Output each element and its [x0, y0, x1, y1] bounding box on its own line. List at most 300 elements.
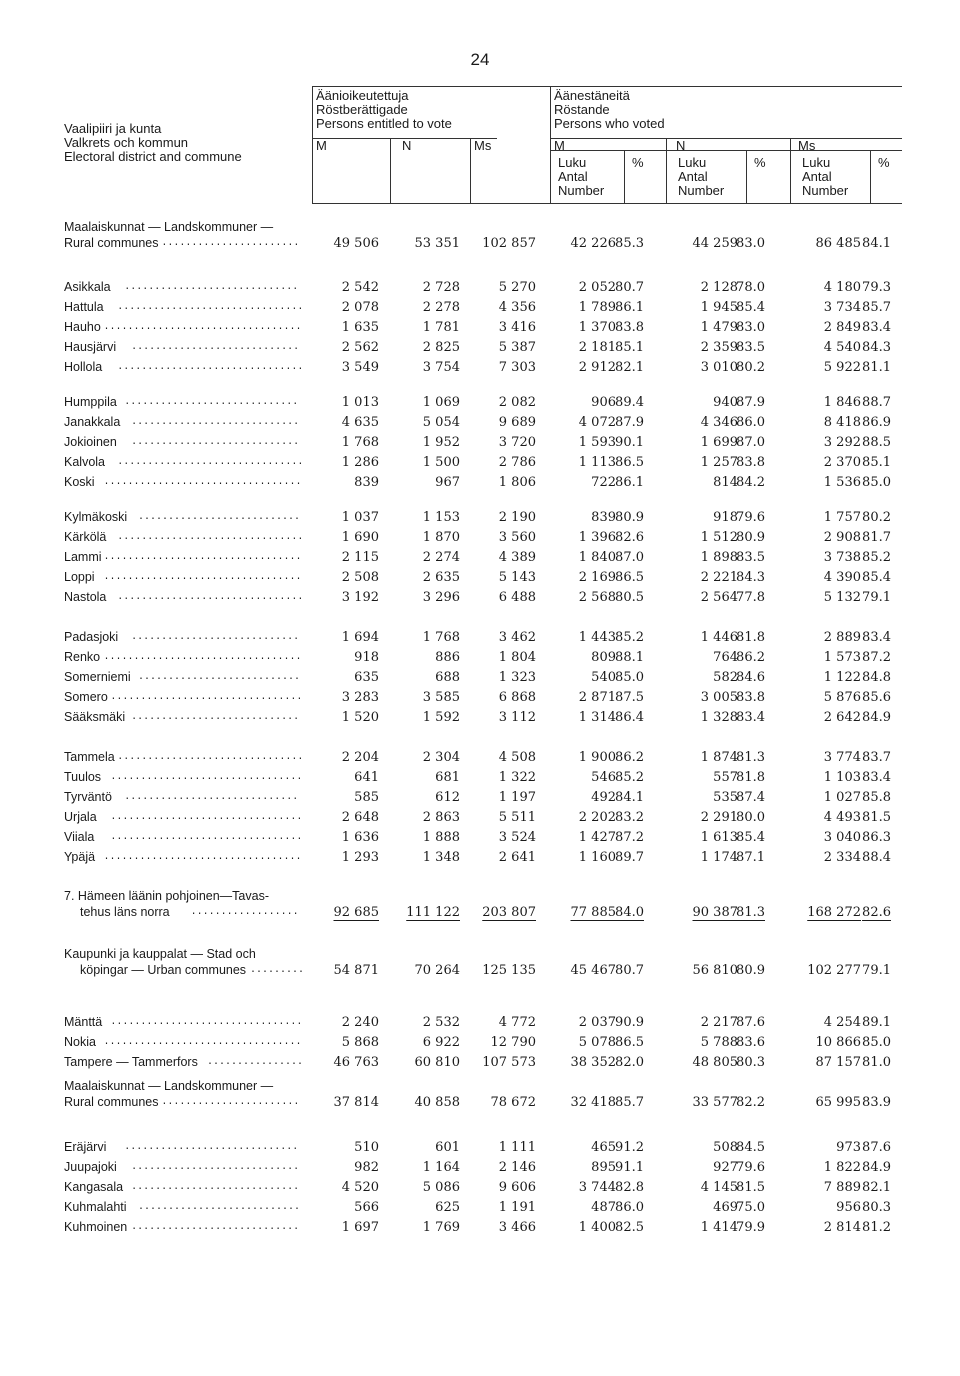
cell-value: 1 900	[578, 750, 616, 765]
table-row	[0, 790, 960, 808]
leader-dots: .................................	[103, 652, 302, 663]
cell-value: 4 254	[823, 1015, 861, 1030]
cell-value: 2 871	[578, 690, 616, 705]
cell-value: 1 694	[341, 630, 379, 645]
page-number: 24	[470, 50, 490, 69]
cell-value: 84.5	[736, 1140, 765, 1155]
cell-value: 814	[713, 475, 738, 490]
cell-value: 84.3	[736, 570, 765, 585]
cell-value: 12 790	[490, 1035, 536, 1050]
leader-dots: ...............................	[117, 592, 304, 603]
leader-dots: ...........................	[138, 672, 301, 683]
commune-name: Tammela	[64, 750, 115, 764]
cell-value: 4 356	[498, 300, 536, 315]
cell-value: 1 396	[578, 530, 616, 545]
cell-value: 2 221	[700, 570, 738, 585]
cell-value: 84.9	[862, 1160, 891, 1175]
cell-value: 81.1	[862, 360, 891, 375]
cell-value: 79.9	[736, 1220, 765, 1235]
cell-value: 2 532	[422, 1015, 460, 1030]
cell-value: 895	[591, 1160, 616, 1175]
cell-value: 102 857	[482, 236, 536, 251]
commune-name: Juupajoki	[64, 1160, 117, 1174]
cell-value: 1 191	[498, 1200, 536, 1215]
cell-value: 2 568	[578, 590, 616, 605]
table-row	[0, 1180, 960, 1198]
cell-value: 84.2	[736, 475, 765, 490]
luku-label: Luku	[678, 155, 707, 170]
cell-value: 2 304	[422, 750, 460, 765]
cell-value: 1 768	[422, 630, 460, 645]
cell-value: 88.1	[615, 650, 644, 665]
cell-value: 1 945	[700, 300, 738, 315]
commune-name: Hausjärvi	[64, 340, 117, 354]
table-row	[0, 810, 960, 828]
cell-value: 85.2	[615, 630, 644, 645]
cell-value: 81.7	[862, 530, 891, 545]
luku-label: Luku	[802, 155, 831, 170]
cell-value: 6 488	[498, 590, 536, 605]
commune-name: Sääksmäki	[64, 710, 126, 724]
leader-dots: ...............................	[117, 457, 304, 468]
leader-dots: ................................	[110, 832, 303, 843]
cell-value: 1 370	[578, 320, 616, 335]
number-label: Number	[678, 183, 725, 198]
commune-name: Humppila	[64, 395, 117, 409]
leader-dots: ...............................	[117, 362, 304, 373]
cell-value: 2 359	[700, 340, 738, 355]
cell-value: 1 697	[341, 1220, 379, 1235]
cell-value: 2 825	[422, 340, 460, 355]
cell-value: 4 389	[498, 550, 536, 565]
cell-value: 3 283	[341, 690, 379, 705]
cell-value: 87.1	[736, 850, 765, 865]
header-pct-n: %	[754, 155, 766, 170]
cell-value: 102 277	[807, 963, 861, 978]
cell-value: 465	[591, 1140, 616, 1155]
cell-value: 540	[591, 670, 616, 685]
commune-name: Nokia	[64, 1035, 96, 1049]
cell-value: 83.8	[736, 690, 765, 705]
antal-label: Antal	[678, 169, 708, 184]
leader-dots: ..................	[190, 907, 299, 918]
cell-value: 85.8	[862, 790, 891, 805]
group-subtitle: Rural communes	[64, 236, 159, 250]
cell-value: 85.0	[615, 670, 644, 685]
leader-dots: .................................	[103, 572, 302, 583]
commune-name: Loppi	[64, 570, 95, 584]
cell-value: 1 898	[700, 550, 738, 565]
cell-value: 1 111	[498, 1140, 536, 1155]
cell-value: 1 479	[700, 320, 738, 335]
cell-value: 88.4	[862, 850, 891, 865]
cell-value: 80.2	[736, 360, 765, 375]
cell-value: 1 257	[700, 455, 738, 470]
cell-value: 82.0	[615, 1055, 644, 1070]
cell-value: 83.5	[736, 550, 765, 565]
leader-dots: .................................	[103, 552, 302, 563]
cell-value: 3 296	[422, 590, 460, 605]
cell-value: 10 866	[815, 1035, 861, 1050]
cell-value: 45 467	[570, 963, 616, 978]
cell-value: 60 810	[414, 1055, 460, 1070]
cell-value: 80.9	[736, 963, 765, 978]
cell-value: 82.5	[615, 1220, 644, 1235]
cell-value: 85.7	[615, 1095, 644, 1110]
cell-value: 886	[435, 650, 460, 665]
cell-value: 1 122	[823, 670, 861, 685]
commune-name: Somero	[64, 690, 108, 704]
cell-value: 79.1	[862, 963, 891, 978]
cell-value: 86.5	[615, 570, 644, 585]
cell-value: 3 549	[341, 360, 379, 375]
group-subtitle: köpingar — Urban communes	[80, 963, 247, 977]
cell-value: 1 174	[700, 850, 738, 865]
leader-dots: .................................	[103, 477, 302, 488]
cell-value: 3 112	[498, 710, 536, 725]
cell-value: 86.5	[615, 455, 644, 470]
cell-value: 2 169	[578, 570, 616, 585]
cell-value: 1 322	[498, 770, 536, 785]
header-entitled-en: Persons entitled to vote	[316, 116, 452, 131]
cell-value: 84.1	[615, 790, 644, 805]
cell-value: 80.7	[615, 963, 644, 978]
cell-value: 91.2	[615, 1140, 644, 1155]
cell-value: 3 560	[498, 530, 536, 545]
header-entitled-fi: Äänioikeutettuja	[316, 88, 409, 103]
cell-value: 2 542	[341, 280, 379, 295]
cell-value: 1 037	[341, 510, 379, 525]
cell-value: 1 414	[700, 1220, 738, 1235]
cell-value: 84.8	[862, 670, 891, 685]
table-row	[0, 340, 960, 358]
commune-name: Renko	[64, 650, 101, 664]
cell-value: 91.1	[615, 1160, 644, 1175]
cell-value: 5 270	[498, 280, 536, 295]
cell-value: 809	[591, 650, 616, 665]
cell-value: 81.3	[736, 905, 765, 920]
commune-name: Kangasala	[64, 1180, 124, 1194]
table-row	[0, 590, 960, 608]
antal-label: Antal	[558, 169, 588, 184]
cell-value: 80.3	[862, 1200, 891, 1215]
cell-value: 9 606	[498, 1180, 536, 1195]
leader-dots: ............................	[131, 437, 300, 448]
cell-value: 3 462	[498, 630, 536, 645]
table-row	[0, 570, 960, 588]
cell-value: 4 180	[823, 280, 861, 295]
cell-value: 83.7	[862, 750, 891, 765]
header-voted-ms: Ms	[798, 138, 816, 153]
cell-value: 82.8	[615, 1180, 644, 1195]
cell-value: 88.5	[862, 435, 891, 450]
leader-dots: .............................	[124, 1142, 299, 1153]
cell-value: 80.5	[615, 590, 644, 605]
cell-value: 1 613	[700, 830, 738, 845]
cell-value: 1 314	[578, 710, 616, 725]
cell-value: 1 690	[341, 530, 379, 545]
cell-value: 90.1	[615, 435, 644, 450]
commune-name: Asikkala	[64, 280, 111, 294]
cell-value: 84.6	[736, 670, 765, 685]
cell-value: 918	[713, 510, 738, 525]
cell-value: 3 738	[823, 550, 861, 565]
cell-value: 81.3	[736, 750, 765, 765]
cell-value: 3 524	[498, 830, 536, 845]
table-row	[0, 220, 960, 254]
cell-value: 5 387	[498, 340, 536, 355]
cell-value: 1 520	[341, 710, 379, 725]
cell-value: 125 135	[482, 963, 536, 978]
cell-value: 1 427	[578, 830, 616, 845]
cell-value: 79.1	[862, 590, 891, 605]
leader-dots: .............................	[124, 397, 299, 408]
cell-value: 1 952	[422, 435, 460, 450]
commune-name: Hollola	[64, 360, 103, 374]
table-row	[0, 1055, 960, 1073]
cell-value: 9 689	[498, 415, 536, 430]
cell-value: 87.5	[615, 690, 644, 705]
cell-value: 1 573	[823, 650, 861, 665]
commune-name: Padasjoki	[64, 630, 119, 644]
cell-value: 84.3	[862, 340, 891, 355]
header-entitled-ms: Ms	[474, 138, 492, 153]
cell-value: 82.1	[615, 360, 644, 375]
table-row	[0, 889, 960, 923]
header-entitled-n: N	[402, 138, 412, 153]
cell-value: 111 122	[406, 905, 460, 920]
table-row	[0, 280, 960, 298]
cell-value: 81.5	[862, 810, 891, 825]
cell-value: 56 810	[692, 963, 738, 978]
cell-value: 635	[354, 670, 379, 685]
commune-name: Viiala	[64, 830, 95, 844]
cell-value: 1 636	[341, 830, 379, 845]
table-row	[0, 395, 960, 413]
cell-value: 85.4	[736, 300, 765, 315]
cell-value: 1 103	[823, 770, 861, 785]
cell-value: 85.3	[615, 236, 644, 251]
cell-value: 80.0	[736, 810, 765, 825]
cell-value: 681	[435, 770, 460, 785]
cell-value: 92 685	[333, 905, 379, 920]
leader-dots: .......................	[161, 238, 300, 249]
cell-value: 83.8	[736, 455, 765, 470]
cell-value: 546	[591, 770, 616, 785]
cell-value: 88.7	[862, 395, 891, 410]
commune-name: Kärkölä	[64, 530, 107, 544]
cell-value: 2 078	[341, 300, 379, 315]
cell-value: 1 840	[578, 550, 616, 565]
cell-value: 85.1	[862, 455, 891, 470]
leader-dots: .......................	[161, 1097, 300, 1108]
cell-value: 80.9	[615, 510, 644, 525]
table-row	[0, 850, 960, 868]
cell-value: 3 010	[700, 360, 738, 375]
leader-dots: ............................	[131, 632, 300, 643]
cell-value: 4 145	[700, 1180, 738, 1195]
cell-value: 83.6	[736, 1035, 765, 1050]
cell-value: 79.6	[736, 510, 765, 525]
commune-name: Lammi	[64, 550, 102, 564]
cell-value: 42 226	[570, 236, 616, 251]
table-row	[0, 530, 960, 548]
cell-value: 86.9	[862, 415, 891, 430]
cell-value: 6 868	[498, 690, 536, 705]
cell-value: 1 443	[578, 630, 616, 645]
header-region-sv: Valkrets och kommun	[64, 135, 189, 150]
cell-value: 86.1	[615, 475, 644, 490]
cell-value: 7 303	[498, 360, 536, 375]
cell-value: 3 585	[422, 690, 460, 705]
cell-value: 87.6	[862, 1140, 891, 1155]
header-pct-m: %	[632, 155, 644, 170]
commune-name: Hattula	[64, 300, 104, 314]
leader-dots: ................................	[110, 1017, 303, 1028]
leader-dots: ...............................	[117, 532, 304, 543]
commune-name: Tyrväntö	[64, 790, 112, 804]
cell-value: 84.9	[862, 710, 891, 725]
luku-label: Luku	[558, 155, 587, 170]
cell-value: 1 592	[422, 710, 460, 725]
cell-value: 1 593	[578, 435, 616, 450]
group-title: Kaupunki ja kauppalat — Stad och	[64, 947, 256, 961]
table-row	[0, 770, 960, 788]
cell-value: 81.5	[736, 1180, 765, 1195]
cell-value: 5 086	[422, 1180, 460, 1195]
cell-value: 3 754	[422, 360, 460, 375]
cell-value: 2 082	[498, 395, 536, 410]
cell-value: 535	[713, 790, 738, 805]
table-row	[0, 360, 960, 378]
cell-value: 70 264	[414, 963, 460, 978]
cell-value: 469	[713, 1200, 738, 1215]
cell-value: 1 781	[422, 320, 460, 335]
cell-value: 612	[435, 790, 460, 805]
cell-value: 107 573	[482, 1055, 536, 1070]
cell-value: 2 181	[578, 340, 616, 355]
leader-dots: .................................	[103, 322, 302, 333]
cell-value: 85.1	[615, 340, 644, 355]
cell-value: 86.0	[736, 415, 765, 430]
cell-value: 3 734	[823, 300, 861, 315]
cell-value: 86.0	[615, 1200, 644, 1215]
cell-value: 203 807	[482, 905, 536, 920]
antal-label: Antal	[802, 169, 832, 184]
cell-value: 1 013	[341, 395, 379, 410]
leader-dots: ............................	[131, 342, 300, 353]
table-row	[0, 510, 960, 528]
cell-value: 1 874	[700, 750, 738, 765]
cell-value: 89.7	[615, 850, 644, 865]
cell-value: 967	[435, 475, 460, 490]
cell-value: 3 720	[498, 435, 536, 450]
cell-value: 982	[354, 1160, 379, 1175]
leader-dots: ...........................	[138, 1202, 301, 1213]
cell-value: 1 699	[700, 435, 738, 450]
cell-value: 86.5	[615, 1035, 644, 1050]
cell-value: 1 027	[823, 790, 861, 805]
cell-value: 79.3	[862, 280, 891, 295]
table-row	[0, 1079, 960, 1113]
cell-value: 508	[713, 1140, 738, 1155]
cell-value: 1 113	[578, 455, 616, 470]
cell-value: 582	[713, 670, 738, 685]
cell-value: 566	[354, 1200, 379, 1215]
cell-value: 2 204	[341, 750, 379, 765]
cell-value: 2 508	[341, 570, 379, 585]
cell-value: 2 217	[700, 1015, 738, 1030]
cell-value: 2 728	[422, 280, 460, 295]
cell-value: 80.2	[862, 510, 891, 525]
commune-name: Jokioinen	[64, 435, 117, 449]
cell-value: 1 286	[341, 455, 379, 470]
cell-value: 1 153	[422, 510, 460, 525]
cell-value: 83.9	[862, 1095, 891, 1110]
cell-value: 3 774	[823, 750, 861, 765]
cell-value: 722	[591, 475, 616, 490]
cell-value: 84.0	[615, 905, 644, 920]
cell-value: 1 769	[422, 1220, 460, 1235]
leader-dots: .........	[250, 965, 304, 976]
commune-name: Urjala	[64, 810, 97, 824]
cell-value: 4 346	[700, 415, 738, 430]
cell-value: 78.0	[736, 280, 765, 295]
cell-value: 1 536	[823, 475, 861, 490]
cell-value: 83.8	[615, 320, 644, 335]
cell-value: 37 814	[333, 1095, 379, 1110]
table-row	[0, 550, 960, 568]
number-label: Number	[802, 183, 849, 198]
commune-name: Kylmäkoski	[64, 510, 128, 524]
cell-value: 4 520	[341, 1180, 379, 1195]
commune-name: Mänttä	[64, 1015, 103, 1029]
table-row	[0, 670, 960, 688]
cell-value: 973	[836, 1140, 861, 1155]
cell-value: 85.4	[736, 830, 765, 845]
cell-value: 4 635	[341, 415, 379, 430]
table-row	[0, 690, 960, 708]
cell-value: 510	[354, 1140, 379, 1155]
cell-value: 2 642	[823, 710, 861, 725]
leader-dots: ...............................	[117, 302, 304, 313]
cell-value: 48 805	[692, 1055, 738, 1070]
cell-value: 3 416	[498, 320, 536, 335]
cell-value: 2 635	[422, 570, 460, 585]
cell-value: 82.2	[736, 1095, 765, 1110]
leader-dots: .............................	[124, 282, 299, 293]
table-row	[0, 830, 960, 848]
cell-value: 918	[354, 650, 379, 665]
table-row	[0, 650, 960, 668]
cell-value: 82.1	[862, 1180, 891, 1195]
cell-value: 83.0	[736, 236, 765, 251]
cell-value: 8 418	[823, 415, 861, 430]
leader-dots: .................................	[103, 1037, 302, 1048]
cell-value: 1 069	[422, 395, 460, 410]
cell-value: 75.0	[736, 1200, 765, 1215]
cell-value: 4 390	[823, 570, 861, 585]
cell-value: 4 772	[498, 1015, 536, 1030]
cell-value: 5 788	[700, 1035, 738, 1050]
commune-name: Eräjärvi	[64, 1140, 107, 1154]
commune-name: Kuhmoinen	[64, 1220, 128, 1234]
commune-name: Hauho	[64, 320, 101, 334]
cell-value: 87.2	[615, 830, 644, 845]
commune-name: Kuhmalahti	[64, 1200, 127, 1214]
leader-dots: ................................	[110, 692, 303, 703]
cell-value: 85.6	[862, 690, 891, 705]
